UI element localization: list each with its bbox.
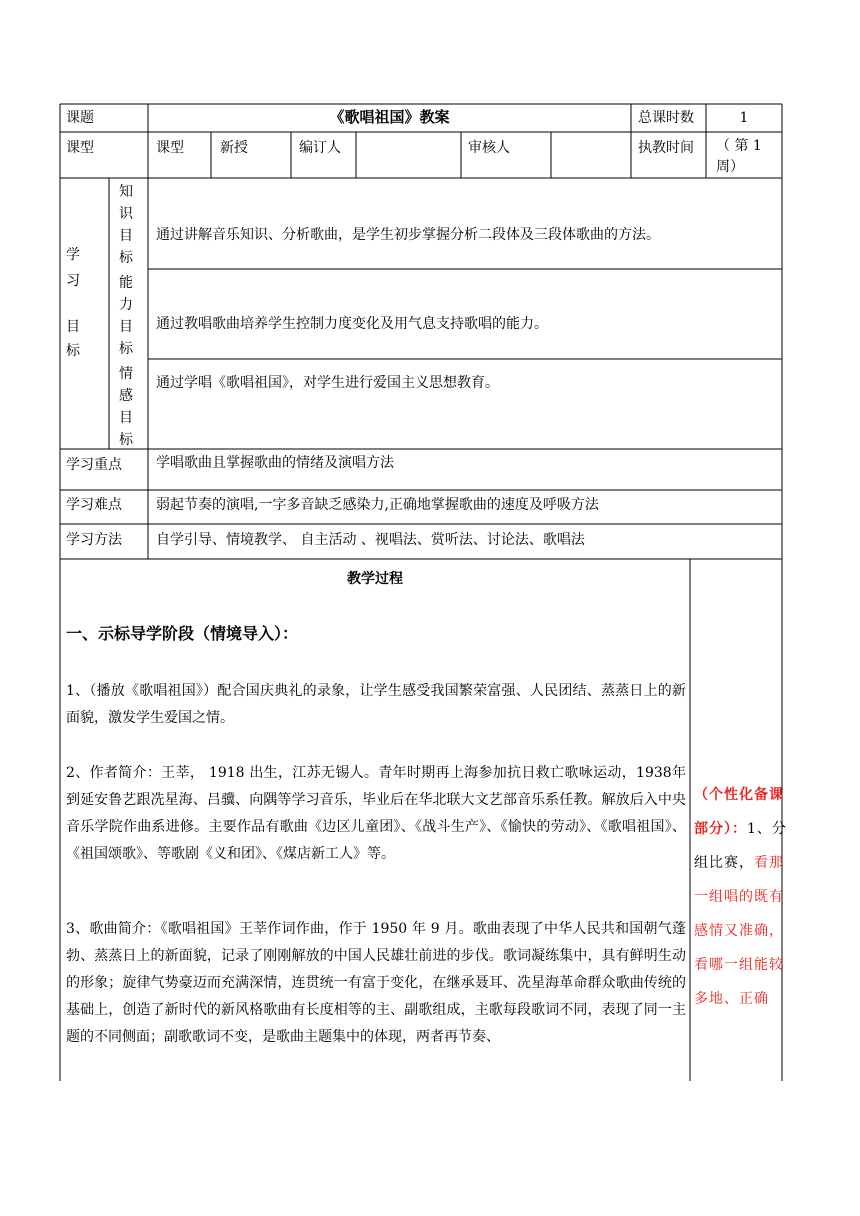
topic-label: 课题	[66, 110, 94, 126]
teach-time-value-line1: （ 第 1	[716, 138, 762, 154]
process-paragraph-1: 1、（播放《歌唱祖国》）配合国庆典礼的录象，让学生感受我国繁荣富强、人民团结、蒸蒸日上的新面貌，激发学生爱国之情。	[66, 683, 686, 726]
side-note-heading: （个性化备课部分）：	[694, 787, 784, 837]
ability-goal-label-2: 力	[119, 297, 133, 313]
emotion-goal-label-4: 标	[119, 432, 133, 448]
knowledge-goal-label-2: 识	[119, 206, 133, 222]
lesson-type-value: 新授	[220, 140, 248, 156]
total-hours-value: 1	[739, 110, 749, 126]
lesson-type-sub-label: 课型	[156, 140, 184, 156]
knowledge-goal-text: 通过讲解音乐知识、分析歌曲，是学生初步掌握分析二段体及三段体歌曲的方法。	[156, 227, 660, 243]
teach-time-value-line2: 周）	[716, 159, 744, 175]
knowledge-goal-label-3: 目	[119, 228, 133, 244]
ability-goal-text: 通过教唱歌曲培养学生控制力度变化及用气息支持歌唱的能力。	[156, 316, 548, 332]
teach-time-label: 执教时间	[638, 140, 694, 156]
side-note-item-prefix: 1、分组比赛，	[694, 821, 787, 871]
method-text: 自学引导、情境教学、 自主活动 、视唱法、赏听法、讨论法、歌唱法	[156, 532, 585, 548]
focus-text: 学唱歌曲且掌握歌曲的情绪及演唱方法	[156, 455, 394, 471]
ability-goal-label-1: 能	[119, 275, 133, 291]
process-paragraph-3: 3、歌曲简介：《歌唱祖国》王莘作词作曲，作于 1950 年 9 月。歌曲表现了中华人民共和国朝气蓬勃、蒸蒸日上的新面貌，记录了刚刚解放的中国人民雄壮前进的步伐。歌词凝练集中，具有鲜明生动的形象；旋律气势豪迈而充满深情，连贯统一有富于变化，在继承聂耳、冼星海革命群众歌曲传统的基础上，创造了新时代的新风格歌曲有长度相等的主、副歌组成，主歌每段歌词不同，表现了同一主题的不同侧面；副歌歌词不变，是歌曲主题集中的体现，两者再节奏、	[66, 921, 686, 1045]
editor-label: 编订人	[299, 140, 341, 156]
ability-goal-label-4: 标	[119, 341, 133, 357]
knowledge-goal-label-4: 标	[119, 250, 133, 266]
section1-heading: 一、示标导学阶段（情境导入）：	[66, 624, 299, 643]
emotion-goal-label-3: 目	[119, 410, 133, 426]
difficulty-text: 弱起节奏的演唱,一字多音缺乏感染力,正确地掌握歌曲的速度及呼吸方法	[156, 497, 599, 513]
emotion-goal-label-1: 情	[119, 366, 133, 382]
total-hours-label: 总课时数	[638, 110, 694, 126]
goals-group-label-2: 习	[66, 273, 80, 289]
process-paragraph-2: 2、作者简介：王莘， 1918 出生，江苏无锡人。青年时期再上海参加抗日救亡歌咏运动，1938年到延安鲁艺跟冼星海、吕骥、向隅等学习音乐，毕业后在华北联大文艺部音乐系任教。解放后入中央音乐学院作曲系进修。主要作品有歌曲《边区儿童团》、《战斗生产》、《愉快的劳动》、《歌唱祖国》、《祖国颂歌》、等歌剧《义和团》、《煤店新工人》等。	[66, 765, 686, 862]
reviewer-label: 审核人	[468, 140, 510, 156]
emotion-goal-label-2: 感	[119, 388, 133, 404]
lesson-title: 《歌唱祖国》教案	[329, 108, 450, 126]
ability-goal-label-3: 目	[119, 319, 133, 335]
lesson-type-label: 课型	[66, 140, 94, 156]
process-title: 教学过程	[347, 571, 403, 587]
knowledge-goal-label-1: 知	[119, 184, 133, 200]
difficulty-label: 学习难点	[66, 497, 122, 513]
goals-group-label-3: 目	[66, 319, 80, 335]
side-note	[694, 778, 792, 1016]
emotion-goal-text: 通过学唱《歌唱祖国》，对学生进行爱国主义思想教育。	[156, 375, 499, 391]
side-note-item-red: 看那一组唱的既有感情又准确，看哪一组能较多地、正确	[694, 855, 784, 1007]
method-label: 学习方法	[66, 532, 122, 548]
focus-label: 学习重点	[66, 457, 122, 473]
goals-group-label-1: 学	[66, 247, 80, 263]
goals-group-label-4: 标	[66, 343, 80, 359]
